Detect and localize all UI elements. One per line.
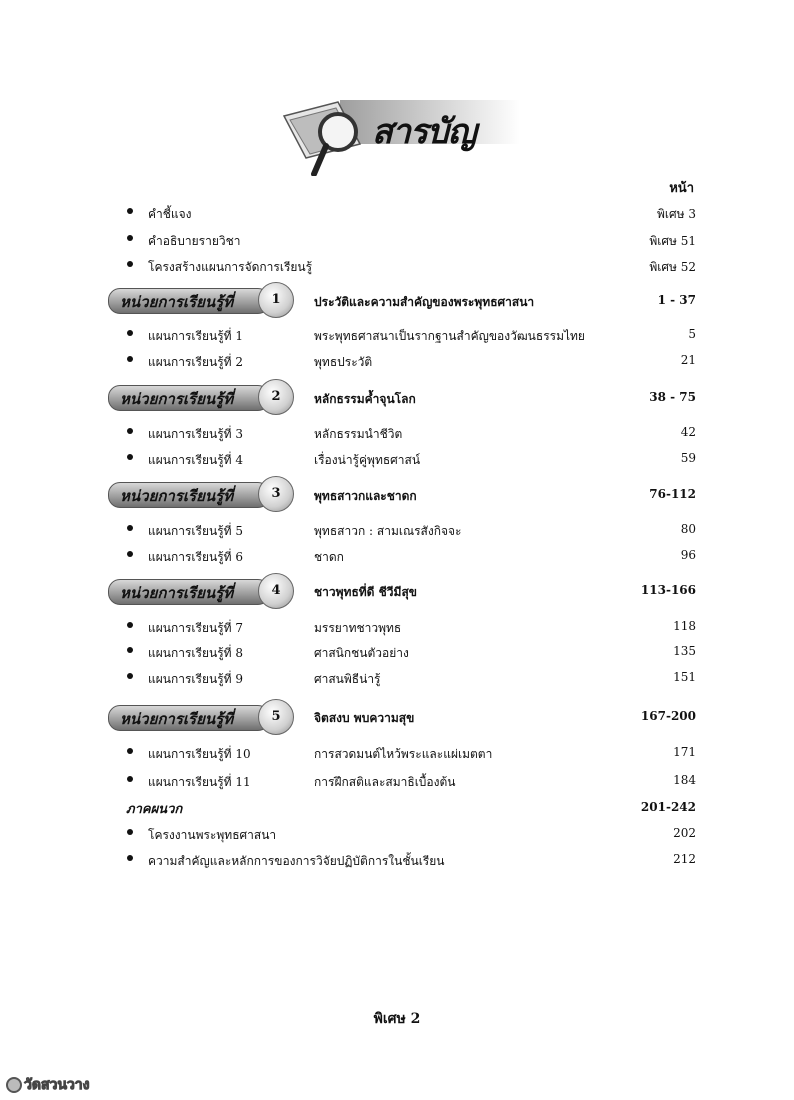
watermark-text: วัดสวนวาง xyxy=(24,1077,90,1093)
intro-page: พิเศษ 52 xyxy=(649,260,696,274)
plan-title: การสวดมนต์ไหว้พระและแผ่เมตตา xyxy=(314,747,493,761)
bullet-icon xyxy=(127,776,133,782)
plan-label: แผนการเรียนรู้ที่ 11 xyxy=(148,775,251,789)
unit-badge-5[interactable] xyxy=(108,699,298,735)
plan-label: แผนการเรียนรู้ที่ 3 xyxy=(148,427,244,441)
appendix-item-label: โครงงานพระพุทธศาสนา xyxy=(148,828,277,842)
bullet-icon xyxy=(127,829,133,835)
intro-label: โครงสร้างแผนการจัดการเรียนรู้ xyxy=(148,260,313,274)
plan-item[interactable] xyxy=(0,451,794,473)
unit-label: หน่วยการเรียนรู้ที่ xyxy=(120,584,234,602)
plan-page: 96 xyxy=(680,548,696,562)
plan-page: 135 xyxy=(673,644,696,658)
plan-page: 118 xyxy=(673,619,696,633)
plan-page: 171 xyxy=(673,745,696,759)
unit-label: หน่วยการเรียนรู้ที่ xyxy=(120,390,234,408)
bullet-icon xyxy=(127,428,133,434)
unit-label: หน่วยการเรียนรู้ที่ xyxy=(120,710,234,728)
bullet-icon xyxy=(127,551,133,557)
bullet-icon xyxy=(127,525,133,531)
unit-pages: 76-112 xyxy=(649,487,696,501)
footer-page-number: พิเศษ 2 xyxy=(373,1011,421,1027)
plan-page: 42 xyxy=(680,425,696,439)
intro-page: พิเศษ 3 xyxy=(657,207,696,221)
unit-label: หน่วยการเรียนรู้ที่ xyxy=(120,487,234,505)
toc-title: สารบัญ xyxy=(372,112,476,152)
unit-number: 3 xyxy=(258,476,294,512)
intro-item[interactable] xyxy=(0,258,794,280)
plan-label: แผนการเรียนรู้ที่ 8 xyxy=(148,646,244,660)
unit-pages: 167-200 xyxy=(640,709,696,723)
toc-header-banner xyxy=(280,96,520,176)
appendix-item[interactable] xyxy=(0,852,794,874)
plan-title: เรื่องน่ารู้คู่พุทธศาสน์ xyxy=(314,453,421,467)
appendix-item-page: 212 xyxy=(673,852,696,866)
plan-item[interactable] xyxy=(0,644,794,666)
bullet-icon xyxy=(127,673,133,679)
unit-badge-3[interactable] xyxy=(108,476,298,512)
unit-pages: 38 - 75 xyxy=(649,390,696,404)
appendix-label[interactable]: ภาคผนวก xyxy=(126,802,183,817)
plan-item[interactable] xyxy=(0,353,794,375)
bullet-icon xyxy=(127,622,133,628)
plan-label: แผนการเรียนรู้ที่ 2 xyxy=(148,355,244,369)
plan-item[interactable] xyxy=(0,619,794,641)
intro-item[interactable] xyxy=(0,232,794,254)
plan-item[interactable] xyxy=(0,548,794,570)
intro-page: พิเศษ 51 xyxy=(649,234,696,248)
intro-item[interactable] xyxy=(0,205,794,227)
unit-title[interactable]: หลักธรรมค้ำจุนโลก xyxy=(314,392,416,406)
watermark-logo-icon xyxy=(6,1077,22,1093)
plan-label: แผนการเรียนรู้ที่ 7 xyxy=(148,621,244,635)
plan-item[interactable] xyxy=(0,425,794,447)
plan-label: แผนการเรียนรู้ที่ 9 xyxy=(148,672,244,686)
plan-item[interactable] xyxy=(0,327,794,349)
unit-number: 5 xyxy=(258,699,294,735)
unit-pages: 1 - 37 xyxy=(657,293,696,307)
plan-title: การฝึกสติและสมาธิเบื้องต้น xyxy=(314,775,456,789)
watermark xyxy=(6,1074,90,1096)
plan-label: แผนการเรียนรู้ที่ 4 xyxy=(148,453,244,467)
unit-label: หน่วยการเรียนรู้ที่ xyxy=(120,293,234,311)
unit-pages: 113-166 xyxy=(640,583,696,597)
unit-badge-1[interactable] xyxy=(108,282,298,318)
plan-page: 184 xyxy=(673,773,696,787)
unit-badge-2[interactable] xyxy=(108,379,298,415)
bullet-icon xyxy=(127,208,133,214)
page-column-label: หน้า xyxy=(669,181,694,196)
plan-page: 80 xyxy=(680,522,696,536)
plan-title: หลักธรรมนำชีวิต xyxy=(314,427,403,441)
appendix-item-page: 202 xyxy=(673,826,696,840)
intro-label: คำชี้แจง xyxy=(148,207,192,221)
plan-item[interactable] xyxy=(0,773,794,795)
plan-title: ศาสนพิธีน่ารู้ xyxy=(314,672,381,686)
bullet-icon xyxy=(127,330,133,336)
plan-page: 59 xyxy=(680,451,696,465)
plan-item[interactable] xyxy=(0,522,794,544)
bullet-icon xyxy=(127,855,133,861)
plan-label: แผนการเรียนรู้ที่ 5 xyxy=(148,524,244,538)
plan-label: แผนการเรียนรู้ที่ 1 xyxy=(148,329,244,343)
unit-title[interactable]: ชาวพุทธที่ดี ชีวีมีสุข xyxy=(314,585,417,599)
unit-badge-4[interactable] xyxy=(108,573,298,609)
unit-number: 4 xyxy=(258,573,294,609)
plan-title: พระพุทธศาสนาเป็นรากฐานสำคัญของวัฒนธรรมไทย xyxy=(314,329,585,343)
bullet-icon xyxy=(127,748,133,754)
intro-label: คำอธิบายรายวิชา xyxy=(148,234,241,248)
appendix-item-label: ความสำคัญและหลักการของการวิจัยปฏิบัติการในชั้นเรียน xyxy=(148,854,445,868)
bullet-icon xyxy=(127,647,133,653)
bullet-icon xyxy=(127,235,133,241)
unit-title[interactable]: ประวัติและความสำคัญของพระพุทธศาสนา xyxy=(314,295,535,309)
bullet-icon xyxy=(127,356,133,362)
plan-item[interactable] xyxy=(0,670,794,692)
plan-label: แผนการเรียนรู้ที่ 10 xyxy=(148,747,251,761)
plan-title: พุทธประวัติ xyxy=(314,355,373,369)
plan-page: 151 xyxy=(673,670,696,684)
appendix-pages: 201-242 xyxy=(640,800,696,814)
plan-title: มรรยาทชาวพุทธ xyxy=(314,621,402,635)
unit-title[interactable]: พุทธสาวกและชาดก xyxy=(314,489,417,503)
unit-title[interactable]: จิตสงบ พบความสุข xyxy=(314,711,415,725)
unit-number: 1 xyxy=(258,282,294,318)
plan-item[interactable] xyxy=(0,745,794,767)
bullet-icon xyxy=(127,261,133,267)
plan-title: ชาดก xyxy=(314,550,344,564)
plan-page: 5 xyxy=(688,327,696,341)
plan-label: แผนการเรียนรู้ที่ 6 xyxy=(148,550,244,564)
unit-number: 2 xyxy=(258,379,294,415)
appendix-item[interactable] xyxy=(0,826,794,848)
bullet-icon xyxy=(127,454,133,460)
plan-title: พุทธสาวก : สามเณรสังกิจจะ xyxy=(314,524,462,538)
plan-page: 21 xyxy=(680,353,696,367)
plan-title: ศาสนิกชนตัวอย่าง xyxy=(314,646,409,660)
